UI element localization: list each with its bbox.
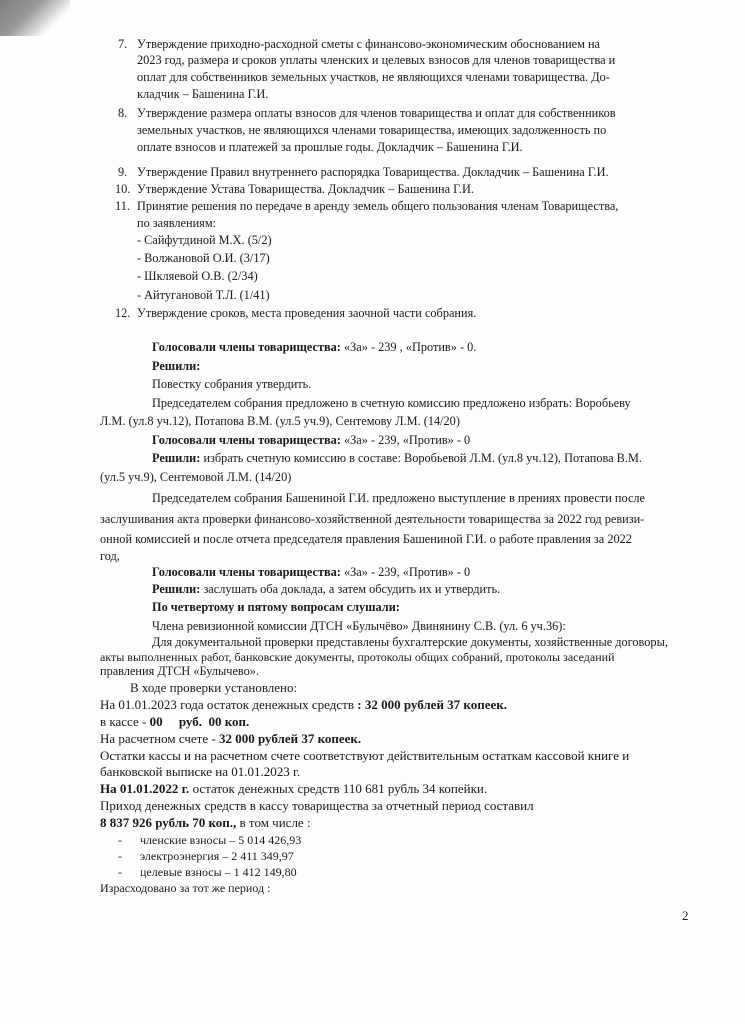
- audit-cash-value: 00 руб. 00 коп.: [149, 714, 250, 729]
- item-9-text: Утверждение Правил внутреннего распорядка Товарищества. Докладчик – Башенина Г.И.: [137, 165, 609, 179]
- item-10-text: Утверждение Устава Товарищества. Докладчик – Башенина Г.И.: [137, 182, 474, 196]
- item-7-line-4: кладчик – Башенина Г.И.: [137, 87, 269, 101]
- breakdown-bullet-2: -: [118, 849, 122, 863]
- applicant-2: - Волжановой О.И. (3/17): [137, 251, 270, 265]
- vote-1-label: Голосовали члены товарищества:: [152, 340, 341, 354]
- audit-balance-2022-value: остаток денежных средств 110 681 рубль 34 копейки.: [189, 781, 488, 796]
- item-7-line-1: Утверждение приходно-расходной сметы с финансово-экономическим обоснованием на: [137, 37, 600, 51]
- vote-2-result: «За» - 239, «Против» - 0: [343, 433, 471, 447]
- commission-line-1: Председателем собрания предложено в счетную комиссию предложено избрать: Воробьеву: [152, 396, 631, 410]
- audit-balance-2022: [100, 781, 487, 796]
- vote-3: [152, 565, 470, 580]
- audit-balance-2023-value: : 32 000 рублей 37 копеек.: [357, 697, 508, 712]
- q45-speaker: Члена ревизионной комиссии ДТСН «Булычёво» Двинянину С.В. (ул. 6 уч.36):: [152, 619, 566, 633]
- scan-corner-shadow: [0, 0, 70, 36]
- item-8-line-1: Утверждение размера оплаты взносов для членов товарищества и оплат для собственников: [137, 106, 616, 120]
- item-12-text: Утверждение сроков, места проведения заочной части собрания.: [137, 306, 477, 320]
- applicant-4: - Айтугановой Т.Л. (1/41): [137, 288, 270, 302]
- item-7-line-2: 2023 год, размера и сроков уплаты членских и целевых взносов для членов товарищества и: [137, 53, 616, 67]
- breakdown-electricity: электроэнергия – 2 411 349,97: [140, 849, 294, 863]
- vote-1-result: «За» - 239 , «Против» - 0.: [343, 340, 477, 354]
- audit-cash: [100, 714, 249, 729]
- debate-line-3: онной комиссией и после отчета председателя правления Башениной Г.И. о работе правления за 2022: [100, 532, 632, 546]
- item-11-number: 11.: [115, 199, 130, 213]
- page-number: 2: [682, 908, 689, 923]
- item-10-number: 10.: [115, 182, 131, 196]
- audit-match-2: банковской выписке на 01.01.2023 г.: [100, 764, 301, 779]
- audit-cash-label: в кассе -: [100, 714, 150, 729]
- item-8-line-2: земельных участков, не являющихся членами товарищества, имеющих задолженность по: [137, 123, 607, 137]
- item-7-line-3: оплат для собственников земельных участков, не являющихся членами товарищества. До-: [137, 70, 610, 84]
- vote-3-decided: Решили:: [152, 582, 201, 596]
- vote-3-label: Голосовали члены товарищества:: [152, 565, 341, 579]
- vote-2-decided: Решили:: [152, 451, 201, 465]
- vote-2-label: Голосовали члены товарищества:: [152, 433, 341, 447]
- debate-line-2: заслушивания акта проверки финансово-хозяйственной деятельности товарищества за 2022 год ревизи-: [100, 512, 645, 526]
- audit-balance-2023: [100, 697, 507, 712]
- vote-2-decision-2: (ул.5 уч.9), Сентемовой Л.М. (14/20): [100, 470, 292, 484]
- q45-docs-1: Для документальной проверки представлены бухгалтерские документы, хозяйственные договоры,: [152, 635, 668, 649]
- item-11-line-1: Принятие решения по передаче в аренду земель общего пользования членам Товарищества,: [137, 199, 619, 213]
- item-9-number: 9.: [118, 165, 128, 179]
- audit-income-total-value: 8 837 926 рубль 70 коп.,: [100, 815, 237, 830]
- vote-2-decision-1: избрать счетную комиссию в составе: Воробьевой Л.М. (ул.8 уч.12), Потапова В.М.: [203, 451, 642, 465]
- audit-income-total-suffix: в том числе :: [236, 815, 311, 830]
- audit-match-1: Остатки кассы и на расчетном счете соответствуют действительным остаткам кассовой книге и: [100, 748, 630, 763]
- breakdown-bullet-1: -: [118, 833, 122, 847]
- audit-income-intro: Приход денежных средств в кассу товарищества за отчетный период составил: [100, 798, 534, 813]
- vote-3-decision: [152, 582, 500, 597]
- item-7-number: 7.: [118, 37, 128, 51]
- audit-balance-2023-label: На 01.01.2023 года остаток денежных средств: [100, 697, 358, 712]
- vote-2: [152, 433, 470, 448]
- audit-balance-2022-label: На 01.01.2022 г.: [100, 781, 190, 796]
- vote-1-decision: Повестку собрания утвердить.: [152, 377, 312, 391]
- debate-line-1: Председателем собрания Башениной Г.И. предложено выступление в прениях провести после: [152, 491, 646, 505]
- audit-account-value: 32 000 рублей 37 копеек.: [218, 731, 362, 746]
- applicant-3: - Шкляевой О.В. (2/34): [137, 269, 258, 283]
- item-11-line-2: по заявлениям:: [137, 216, 217, 230]
- audit-spent: Израсходовано за тот же период :: [100, 881, 271, 895]
- audit-found: В ходе проверки установлено:: [130, 680, 298, 695]
- vote-1: [152, 340, 476, 355]
- q45-docs-3: правления ДТСН «Булычево».: [100, 664, 260, 678]
- breakdown-membership: членские взносы – 5 014 426,93: [140, 833, 302, 847]
- audit-account: [100, 731, 361, 746]
- applicant-1: - Сайфутдиной М.Х. (5/2): [137, 233, 272, 247]
- vote-3-decision-text: заслушать оба доклада, а затем обсудить их и утвердить.: [203, 582, 501, 596]
- breakdown-bullet-3: -: [118, 865, 122, 879]
- audit-income-total: [100, 815, 311, 830]
- item-8-number: 8.: [118, 106, 128, 120]
- q45-heading: По четвертому и пятому вопросам слушали:: [152, 600, 400, 614]
- debate-line-4: год,: [100, 549, 120, 563]
- item-12-number: 12.: [115, 306, 131, 320]
- vote-1-decided: Решили:: [152, 359, 201, 373]
- commission-line-2: Л.М. (ул.8 уч.12), Потапова В.М. (ул.5 уч.9), Сентемову Л.М. (14/20): [100, 414, 460, 428]
- vote-2-decision: [152, 451, 642, 466]
- q45-docs-2: акты выполненных работ, банковские документы, протоколы общих собраний, протоколы заседаний: [100, 650, 615, 664]
- breakdown-targeted: целевые взносы – 1 412 149,80: [140, 865, 297, 879]
- vote-3-result: «За» - 239, «Против» - 0: [343, 565, 471, 579]
- item-8-line-3: оплате взносов и платежей за прошлые годы. Докладчик – Башенина Г.И.: [137, 140, 523, 154]
- audit-account-label: На расчетном счете -: [100, 731, 219, 746]
